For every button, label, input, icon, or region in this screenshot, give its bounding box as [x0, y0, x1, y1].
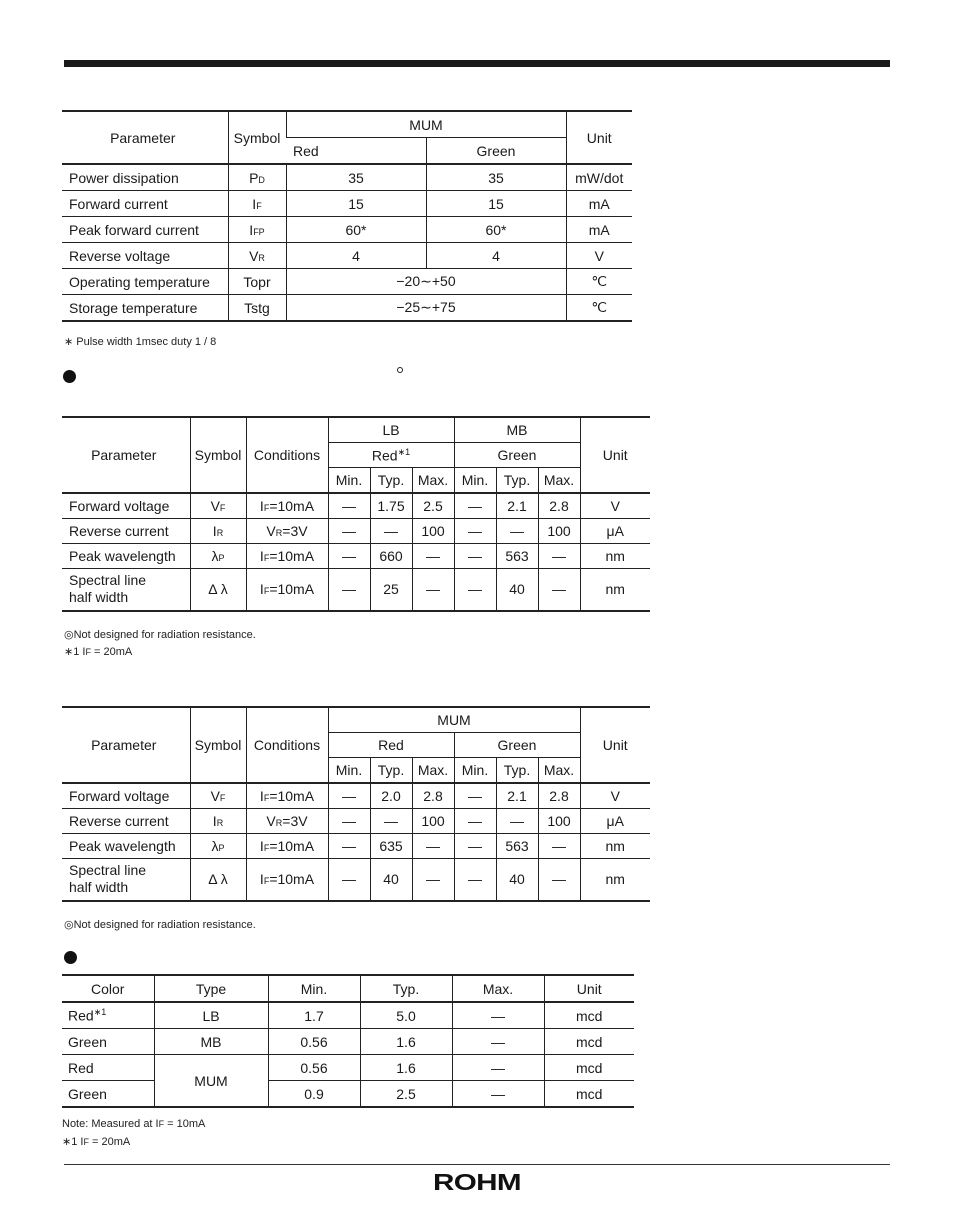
symbol-cell: λP: [190, 834, 246, 859]
value-cell: —: [538, 569, 580, 611]
value-cell: 635: [370, 834, 412, 859]
footer-rule: [64, 1164, 890, 1165]
value-cell: —: [454, 809, 496, 834]
header-min: Min.: [454, 468, 496, 494]
value-cell: 2.1: [496, 783, 538, 809]
header-max: Max.: [452, 975, 544, 1002]
value-cell: 2.8: [412, 783, 454, 809]
symbol-cell: Δ λ: [190, 859, 246, 901]
table-row: [62, 809, 650, 834]
value-cell: 60*: [426, 217, 566, 243]
header-mb: MB: [454, 417, 580, 443]
value-cell: —: [538, 834, 580, 859]
table-row: [62, 164, 632, 191]
table-row: [62, 834, 650, 859]
mum-characteristics-table: [62, 706, 650, 902]
value-cell: —: [328, 809, 370, 834]
unit-cell: V: [566, 243, 632, 269]
unit-cell: μA: [580, 519, 650, 544]
value-cell: 563: [496, 834, 538, 859]
header-typ: Typ.: [496, 758, 538, 784]
lb-mb-characteristics-table: [62, 416, 650, 612]
svg-text:ROHM: ROHM: [433, 1171, 521, 1193]
current-note: ∗1 IF = 20mA: [62, 1136, 131, 1148]
radiation-note: ◎Not designed for radiation resistance.: [64, 919, 256, 931]
table-row: [62, 191, 632, 217]
value-cell: 35: [426, 164, 566, 191]
value-cell: 1.6: [360, 1029, 452, 1055]
param-cell: Spectral line half width: [62, 859, 190, 901]
current-note: ∗1 IF = 20mA: [64, 646, 133, 658]
header-group: MUM: [328, 707, 580, 733]
header-red: Red: [286, 138, 426, 165]
table-row: [62, 519, 650, 544]
header-red: Red: [328, 733, 454, 758]
header-typ: Typ.: [370, 758, 412, 784]
unit-cell: mA: [566, 191, 632, 217]
symbol-cell: λP: [190, 544, 246, 569]
header-max: Max.: [412, 758, 454, 784]
radiation-note: ◎Not designed for radiation resistance.: [64, 629, 256, 641]
value-cell: 40: [370, 859, 412, 901]
value-cell: —: [328, 569, 370, 611]
header-unit: Unit: [544, 975, 634, 1002]
value-cell: —: [454, 783, 496, 809]
unit-cell: mcd: [544, 1081, 634, 1108]
value-cell: 40: [496, 569, 538, 611]
color-cell: Green: [62, 1029, 154, 1055]
symbol-cell: IF: [228, 191, 286, 217]
header-color: Color: [91, 980, 125, 997]
table-row: [62, 493, 650, 519]
value-cell: 1.6: [360, 1055, 452, 1081]
value-cell: 100: [412, 519, 454, 544]
unit-cell: nm: [580, 569, 650, 611]
value-cell: 25: [370, 569, 412, 611]
header-green: Green: [454, 443, 580, 468]
table-row: [62, 1081, 634, 1108]
value-cell: —: [496, 519, 538, 544]
value-cell: —: [454, 834, 496, 859]
symbol-cell: IR: [190, 519, 246, 544]
header-green: Green: [454, 733, 580, 758]
value-cell: 100: [538, 519, 580, 544]
unit-cell: μA: [580, 809, 650, 834]
param-cell: Reverse current: [62, 519, 190, 544]
condition-cell: IF=10mA: [246, 783, 328, 809]
value-cell: 60*: [286, 217, 426, 243]
value-cell: —: [454, 569, 496, 611]
value-cell: 40: [496, 859, 538, 901]
value-cell: 0.9: [268, 1081, 360, 1108]
value-cell: 2.8: [538, 783, 580, 809]
param-cell: Storage temperature: [62, 295, 228, 322]
value-cell: —: [452, 1055, 544, 1081]
value-cell: —: [412, 859, 454, 901]
condition-cell: IF=10mA: [246, 834, 328, 859]
value-cell: —: [496, 809, 538, 834]
value-cell: 0.56: [268, 1055, 360, 1081]
table-row: [62, 1055, 634, 1081]
symbol-cell: VF: [190, 783, 246, 809]
absolute-ratings-table: [62, 110, 632, 322]
unit-cell: nm: [580, 859, 650, 901]
table-row: [62, 243, 632, 269]
symbol-cell: Topr: [228, 269, 286, 295]
value-cell: 0.56: [268, 1029, 360, 1055]
value-cell: −25∼+75: [286, 295, 566, 322]
value-cell: —: [454, 519, 496, 544]
value-cell: —: [452, 1081, 544, 1108]
unit-cell: mcd: [544, 1002, 634, 1029]
value-cell: —: [538, 544, 580, 569]
value-cell: —: [328, 519, 370, 544]
header-symbol: Symbol: [190, 417, 246, 493]
param-cell: Spectral line half width: [62, 569, 190, 611]
value-cell: —: [328, 783, 370, 809]
symbol-cell: IR: [190, 809, 246, 834]
header-typ: Typ.: [370, 468, 412, 494]
color-cell: Red$^{∗1}$: [62, 1002, 154, 1029]
value-cell: —: [328, 834, 370, 859]
value-cell: −20∼+50: [286, 269, 566, 295]
value-cell: 563: [496, 544, 538, 569]
header-typ: Typ.: [496, 468, 538, 494]
condition-cell: VR=3V: [246, 519, 328, 544]
symbol-cell: Δ λ: [190, 569, 246, 611]
symbol-cell: IFP: [228, 217, 286, 243]
value-cell: —: [370, 519, 412, 544]
value-cell: —: [328, 493, 370, 519]
table-row: [62, 1029, 634, 1055]
header-parameter: Parameter: [91, 737, 157, 753]
symbol-cell: PD: [228, 164, 286, 191]
param-cell: Operating temperature: [62, 269, 228, 295]
param-cell: Forward voltage: [62, 493, 190, 519]
unit-cell: mcd: [544, 1029, 634, 1055]
param-cell: Power dissipation: [62, 164, 228, 191]
value-cell: —: [370, 809, 412, 834]
value-cell: 100: [538, 809, 580, 834]
section-bullet-icon: [63, 370, 76, 383]
table-row: [62, 1002, 634, 1029]
header-conditions: Conditions: [246, 707, 328, 783]
condition-cell: IF=10mA: [246, 859, 328, 901]
value-cell: 35: [286, 164, 426, 191]
unit-cell: V: [580, 493, 650, 519]
condition-cell: IF=10mA: [246, 569, 328, 611]
header-max: Max.: [538, 758, 580, 784]
header-min: Min.: [454, 758, 496, 784]
value-cell: 2.5: [360, 1081, 452, 1108]
value-cell: —: [452, 1002, 544, 1029]
symbol-cell: VF: [190, 493, 246, 519]
value-cell: 1.75: [370, 493, 412, 519]
value-cell: 2.5: [412, 493, 454, 519]
header-symbol: Symbol: [228, 111, 286, 164]
unit-cell: V: [580, 783, 650, 809]
value-cell: 100: [412, 809, 454, 834]
table-row: [62, 217, 632, 243]
luminous-intensity-table: [62, 974, 634, 1108]
value-cell: 5.0: [360, 1002, 452, 1029]
header-conditions: Conditions: [246, 417, 328, 493]
value-cell: —: [454, 544, 496, 569]
value-cell: 660: [370, 544, 412, 569]
condition-cell: IF=10mA: [246, 544, 328, 569]
value-cell: —: [412, 834, 454, 859]
header-max: Max.: [538, 468, 580, 494]
param-cell: Peak wavelength: [62, 544, 190, 569]
value-cell: —: [412, 569, 454, 611]
param-cell: Reverse current: [62, 809, 190, 834]
condition-cell: IF=10mA: [246, 493, 328, 519]
value-cell: 1.7: [268, 1002, 360, 1029]
value-cell: 15: [426, 191, 566, 217]
value-cell: 2.0: [370, 783, 412, 809]
value-cell: —: [538, 859, 580, 901]
unit-cell: ℃: [566, 295, 632, 322]
value-cell: —: [412, 544, 454, 569]
value-cell: 2.1: [496, 493, 538, 519]
value-cell: —: [328, 544, 370, 569]
header-red: Red$^{∗1}$: [328, 443, 454, 468]
unit-cell: nm: [580, 834, 650, 859]
unit-cell: nm: [580, 544, 650, 569]
color-cell: Green: [62, 1081, 154, 1108]
value-cell: 15: [286, 191, 426, 217]
table-row: [62, 859, 650, 901]
param-cell: Peak forward current: [62, 217, 228, 243]
header-unit: Unit: [566, 111, 632, 164]
table-row: [62, 269, 632, 295]
param-cell: Reverse voltage: [62, 243, 228, 269]
header-unit: Unit: [580, 417, 650, 493]
header-max: Max.: [412, 468, 454, 494]
unit-cell: ℃: [566, 269, 632, 295]
param-cell: Forward current: [62, 191, 228, 217]
type-cell: MB: [154, 1029, 268, 1055]
table-row: [62, 544, 650, 569]
param-cell: Forward voltage: [62, 783, 190, 809]
condition-cell: VR=3V: [246, 809, 328, 834]
param-cell: Peak wavelength: [62, 834, 190, 859]
measure-note: Note: Measured at IF = 10mA: [62, 1118, 206, 1130]
header-symbol: Symbol: [190, 707, 246, 783]
degree-icon: [397, 367, 403, 373]
header-green: Green: [426, 138, 566, 165]
value-cell: —: [454, 859, 496, 901]
header-parameter: Parameter: [110, 129, 176, 146]
rohm-logo: [432, 1171, 522, 1193]
header-unit: Unit: [580, 707, 650, 783]
header-group: MUM: [286, 111, 566, 138]
table-row: [62, 569, 650, 611]
header-parameter: Parameter: [91, 447, 157, 463]
header-typ: Typ.: [360, 975, 452, 1002]
table-row: [62, 783, 650, 809]
header-type: Type: [154, 975, 268, 1002]
symbol-cell: Tstg: [228, 295, 286, 322]
header-lb: LB: [328, 417, 454, 443]
value-cell: —: [452, 1029, 544, 1055]
section-bullet-icon: [64, 951, 77, 964]
value-cell: 2.8: [538, 493, 580, 519]
symbol-cell: VR: [228, 243, 286, 269]
unit-cell: mA: [566, 217, 632, 243]
table-row: [62, 295, 632, 322]
value-cell: 4: [286, 243, 426, 269]
value-cell: 4: [426, 243, 566, 269]
header-min: Min.: [268, 975, 360, 1002]
color-cell: Red: [62, 1055, 154, 1081]
pulse-note: ∗ Pulse width 1msec duty 1 / 8: [64, 336, 217, 348]
header-min: Min.: [328, 758, 370, 784]
value-cell: —: [328, 859, 370, 901]
type-cell: LB: [154, 1002, 268, 1029]
value-cell: —: [454, 493, 496, 519]
type-cell: MUM: [154, 1055, 268, 1108]
unit-cell: mW/dot: [566, 164, 632, 191]
unit-cell: mcd: [544, 1055, 634, 1081]
header-rule: [64, 60, 890, 67]
header-min: Min.: [328, 468, 370, 494]
